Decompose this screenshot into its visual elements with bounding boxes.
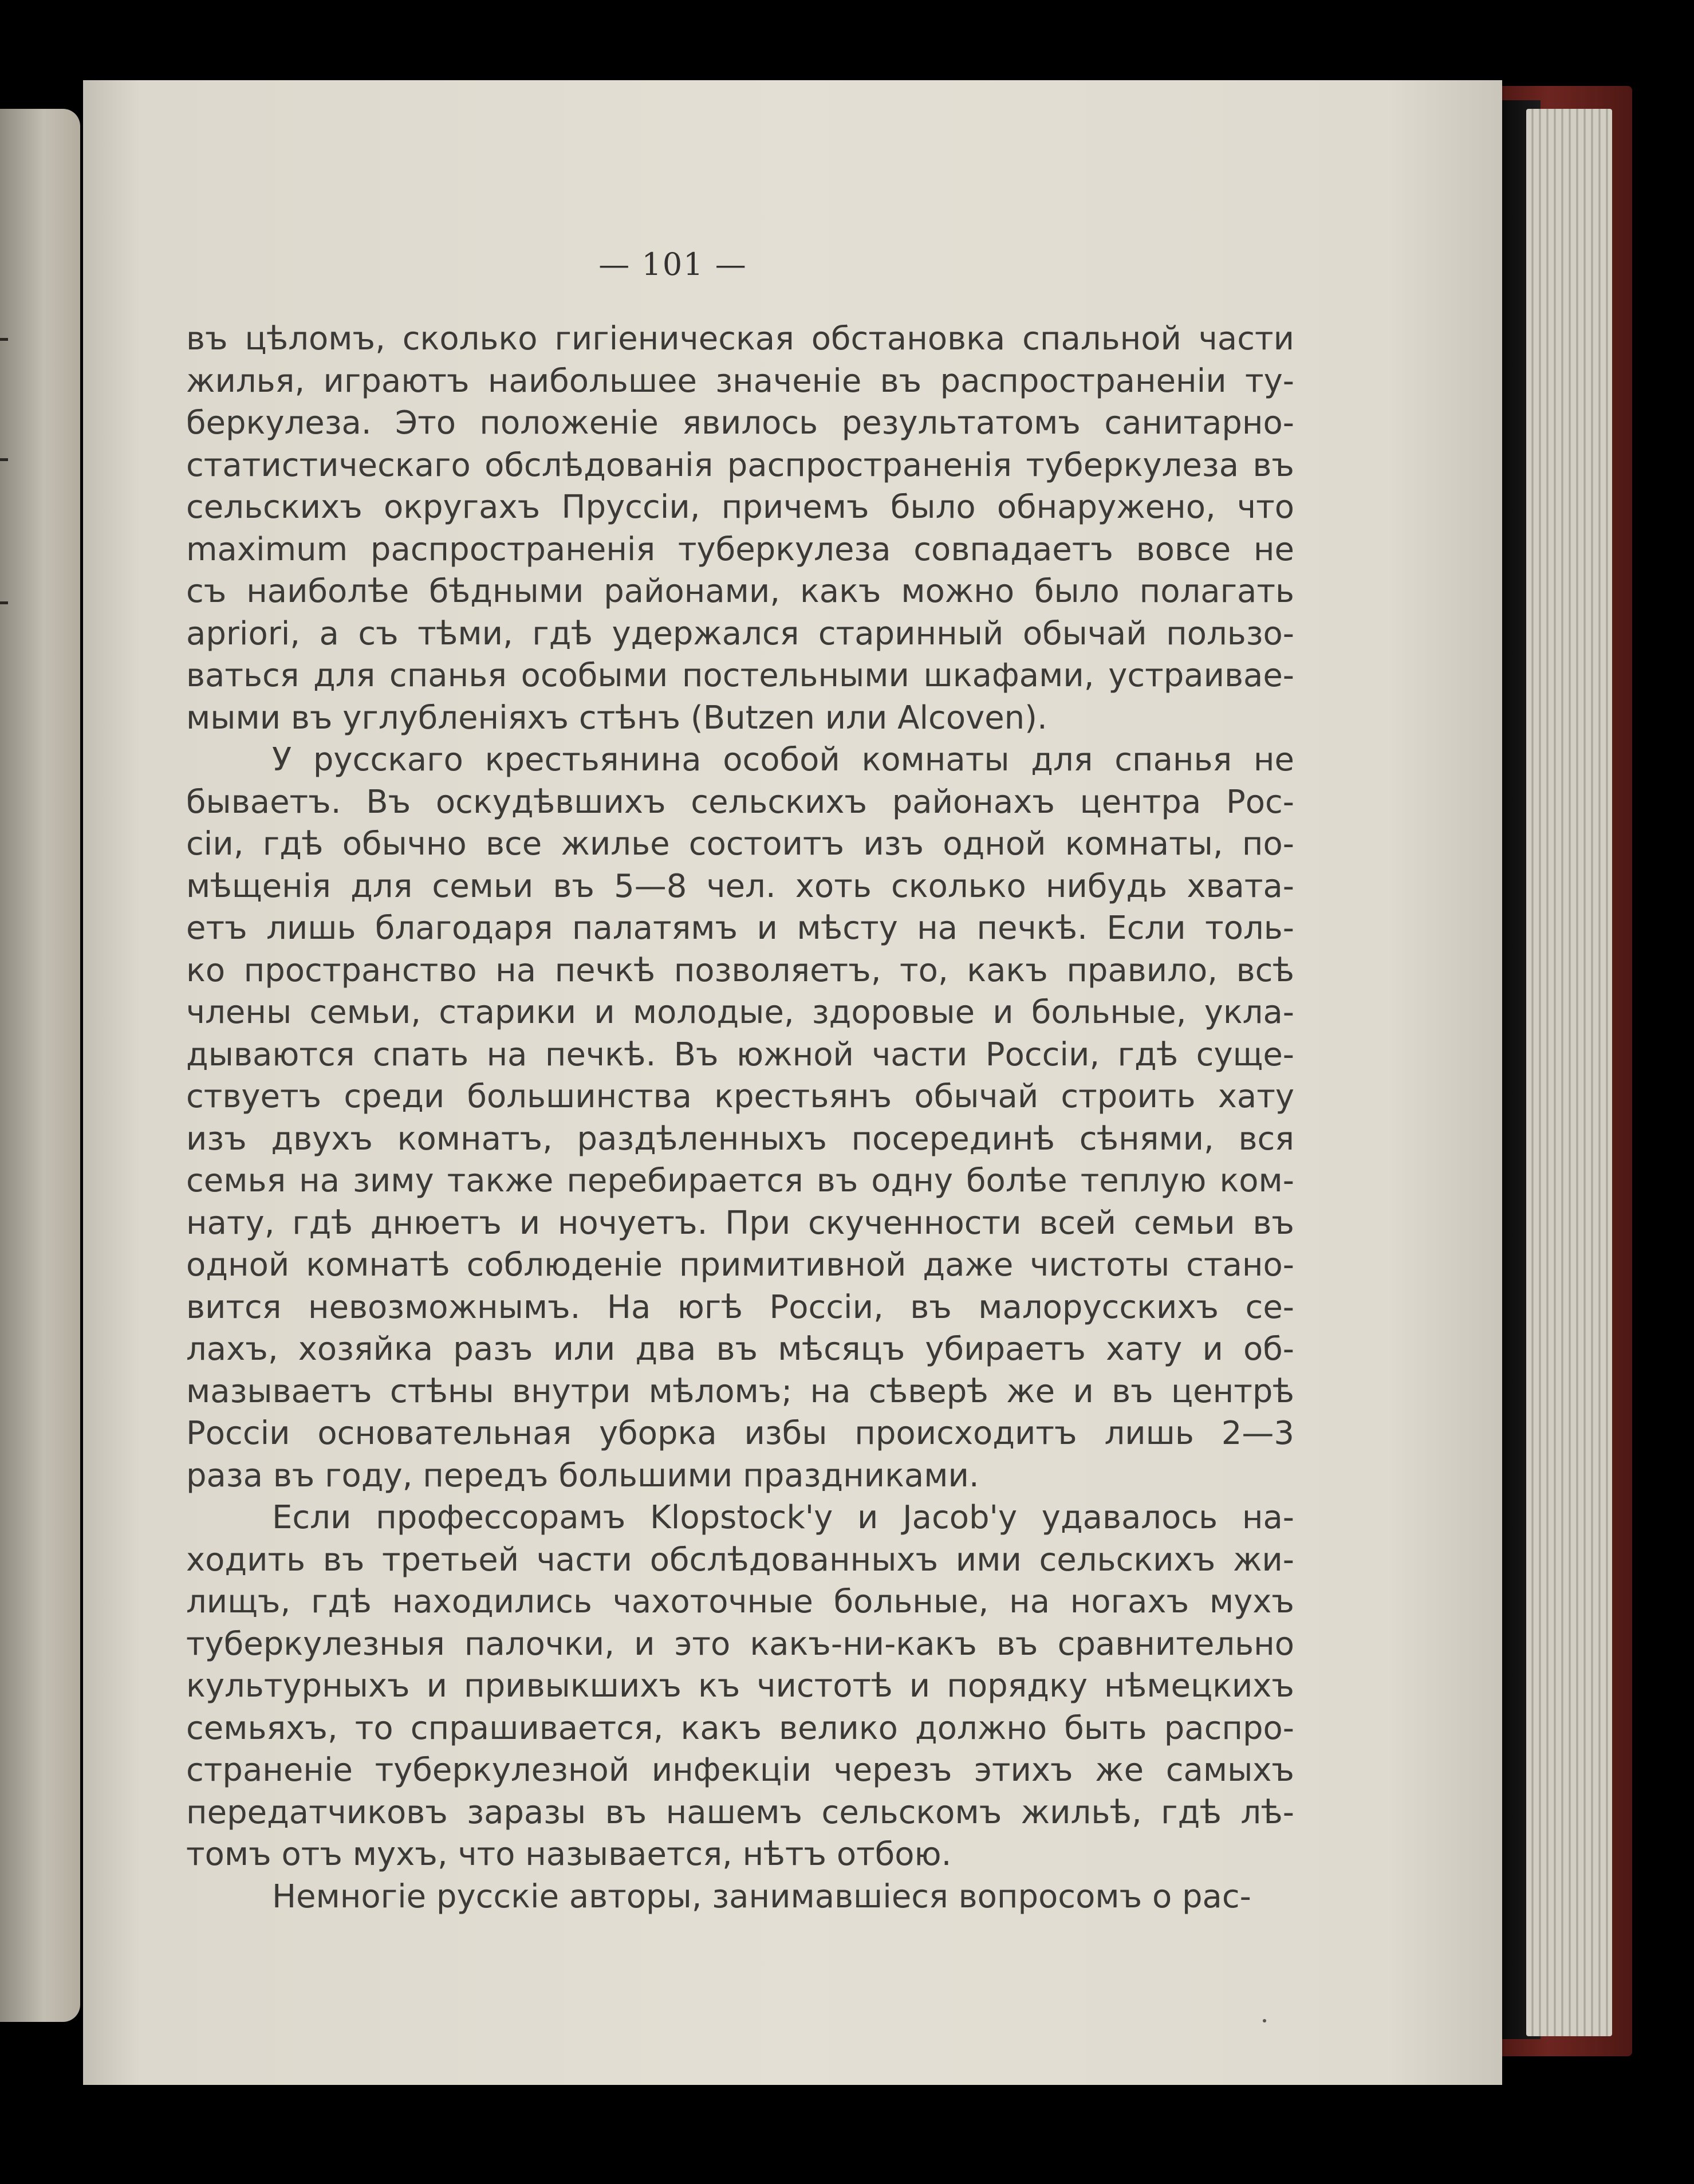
text-line: мыми въ углубленіяхъ стѣнъ (Butzen или Alcoven). — [186, 699, 1047, 737]
text-line: томъ отъ мухъ, что называется, нѣтъ отбою. — [186, 1836, 952, 1873]
page-edge-mark — [0, 338, 8, 341]
text-line: У русскаго крестьянина особой комнаты для спанья не — [272, 741, 1294, 778]
text-line: сельскихъ округахъ Пруссіи, причемъ было обнаружено, что — [186, 489, 1294, 526]
text-line: нату, гдѣ днюетъ и ночуетъ. При скученности всей семьи въ — [186, 1204, 1294, 1242]
text-line: раза въ году, передъ большими праздниками. — [186, 1457, 979, 1494]
text-line: съ наиболѣе бѣдными районами, какъ можно было полагать — [186, 573, 1294, 610]
book-page — [83, 80, 1502, 2085]
text-line: страненіе туберкулезной инфекціи черезъ этихъ же самыхъ — [186, 1752, 1294, 1789]
text-line: етъ лишь благодаря палатямъ и мѣсту на печкѣ. Если толь- — [186, 910, 1294, 947]
text-line: мазываетъ стѣны внутри мѣломъ; на сѣверѣ же и въ центрѣ — [186, 1372, 1294, 1410]
text-line: ходить въ третьей части обслѣдованныхъ ими сельскихъ жи- — [186, 1541, 1294, 1579]
body-text — [186, 318, 1294, 1918]
page-edge-mark — [0, 458, 8, 461]
text-line: мѣщенія для семьи въ 5—8 чел. хоть сколько нибудь хвата- — [186, 867, 1294, 905]
text-line: культурныхъ и привыкшихъ къ чистотѣ и порядку нѣмецкихъ — [186, 1667, 1294, 1705]
paragraph — [186, 318, 1294, 739]
text-line: ко пространство на печкѣ позволяетъ, то, какъ правило, всѣ — [186, 951, 1294, 989]
text-line: бываетъ. Въ оскудѣвшихъ сельскихъ районахъ центра Рос- — [186, 783, 1294, 821]
text-line: лахъ, хозяйка разъ или два въ мѣсяцъ убираетъ хату и об- — [186, 1331, 1294, 1368]
text-line: изъ двухъ комнатъ, раздѣленныхъ посерединѣ сѣнями, вся — [186, 1120, 1294, 1158]
paragraph — [186, 1497, 1294, 1876]
text-line: семья на зиму также перебирается въ одну болѣе теплую ком- — [186, 1162, 1294, 1199]
paragraph — [186, 739, 1294, 1497]
text-line: Если профессорамъ Klopstock'у и Jacob'у удавалось на- — [272, 1499, 1294, 1536]
text-line: лищъ, гдѣ находились чахоточные больные, на ногахъ мухъ — [186, 1583, 1294, 1620]
text-line: передатчиковъ заразы въ нашемъ сельскомъ жильѣ, гдѣ лѣ- — [186, 1793, 1294, 1831]
text-line: apriori, а съ тѣми, гдѣ удержался старинный обычай пользо- — [186, 615, 1294, 652]
text-line: ваться для спанья особыми постельными шкафами, устраивае- — [186, 657, 1294, 694]
text-line: Немногіе русскіе авторы, занимавшіеся вопросомъ о рас- — [272, 1878, 1251, 1915]
page-edge-mark — [0, 601, 8, 604]
text-line: беркулеза. Это положеніе явилось результатомъ санитарно- — [186, 404, 1294, 442]
text-line: въ цѣломъ, сколько гигіеническая обстановка спальной части — [186, 320, 1294, 357]
text-line: статистическаго обслѣдованія распространенія туберкулеза въ — [186, 446, 1294, 484]
text-line: вится невозможнымъ. На югѣ Россіи, въ малорусскихъ се- — [186, 1288, 1294, 1326]
ink-speck — [1263, 2019, 1266, 2022]
text-line: туберкулезныя палочки, и это какъ-ни-какъ въ сравнительно — [186, 1625, 1294, 1663]
paragraph — [186, 1876, 1294, 1918]
text-line: сіи, гдѣ обычно все жилье состоитъ изъ одной комнаты, по- — [186, 825, 1294, 863]
text-line: maximum распространенія туберкулеза совпадаетъ вовсе не — [186, 530, 1294, 568]
text-line: Россіи основательная уборка избы происходитъ лишь 2—3 — [186, 1415, 1294, 1452]
text-line: ствуетъ среди большинства крестьянъ обычай строить хату — [186, 1078, 1294, 1115]
text-line: жилья, играютъ наибольшее значеніе въ распространеніи ту- — [186, 362, 1294, 400]
text-line: одной комнатѣ соблюденіе примитивной даже чистоты стано- — [186, 1246, 1294, 1284]
page-stack-edge — [1526, 109, 1612, 2036]
text-line: семьяхъ, то спрашивается, какъ велико должно быть распро- — [186, 1709, 1294, 1747]
adjacent-page-edge — [0, 109, 80, 2022]
page-number: — 101 — — [598, 246, 747, 282]
text-line: дываются спать на печкѣ. Въ южной части Россіи, гдѣ суще- — [186, 1036, 1294, 1073]
text-line: члены семьи, старики и молодые, здоровые и больные, укла- — [186, 994, 1294, 1031]
